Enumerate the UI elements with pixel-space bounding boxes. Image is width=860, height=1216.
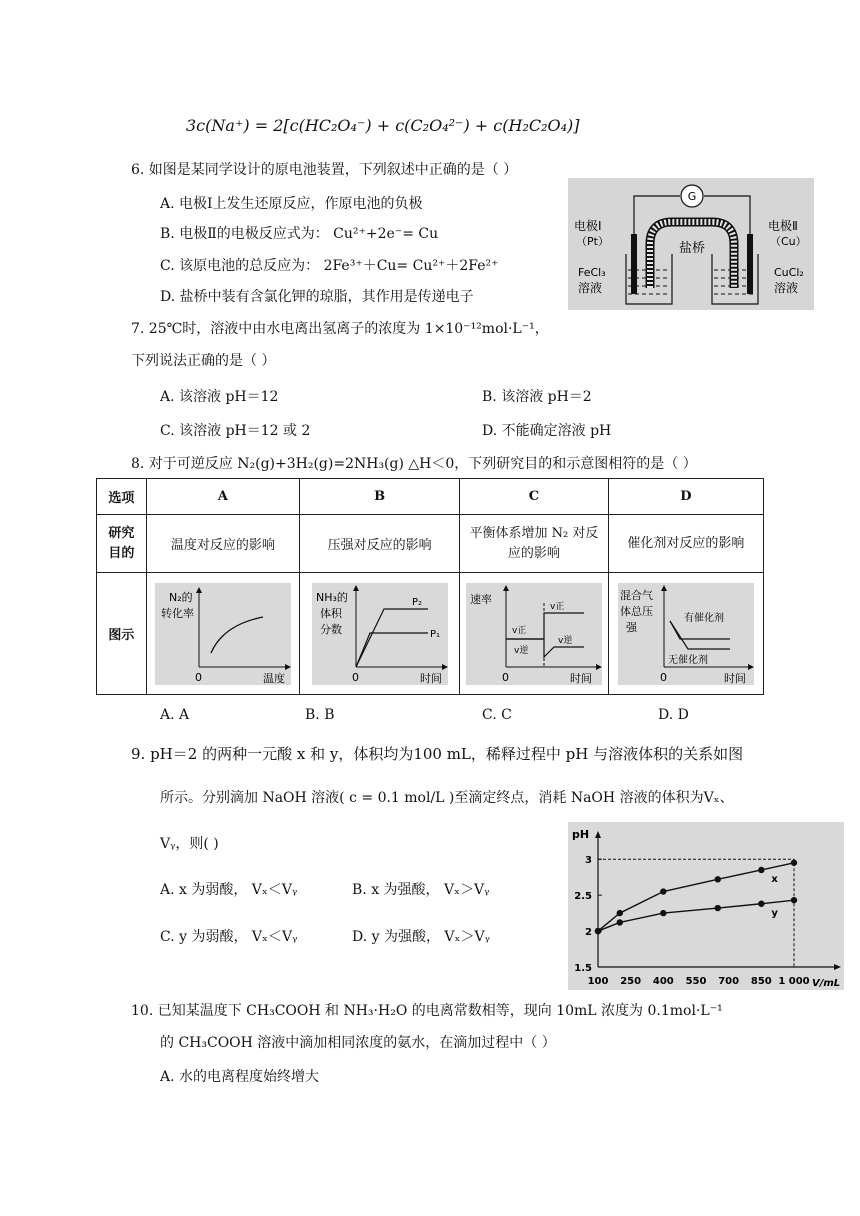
col-head-b: B bbox=[300, 479, 460, 515]
q9-stem-line3: Vᵧ，则( ) bbox=[160, 836, 219, 852]
q8-option-b: B. B bbox=[305, 707, 335, 723]
figure-a bbox=[155, 583, 291, 685]
left-electrode-label: 电极Ⅰ bbox=[574, 219, 602, 233]
figure-c bbox=[466, 583, 602, 685]
x-tick-label: 400 bbox=[652, 976, 674, 987]
svg-text:P₂: P₂ bbox=[411, 596, 422, 608]
row-label-option: 选项 bbox=[97, 479, 147, 515]
purpose-c: 平衡体系增加 N₂ 对反应的影响 bbox=[460, 515, 609, 573]
svg-text:v正: v正 bbox=[511, 625, 527, 636]
q6-option-c: C. 该原电池的总反应为： 2Fe³⁺＋Cu= Cu²⁺＋2Fe²⁺ bbox=[160, 258, 499, 274]
x-tick-label: 550 bbox=[685, 976, 707, 987]
svg-text:时间: 时间 bbox=[723, 671, 746, 685]
y-tick-label: 2 bbox=[585, 927, 592, 939]
q10-stem-line2: 的 CH₃COOH 溶液中滴加相同浓度的氨水，在滴加过程中（ ） bbox=[160, 1035, 556, 1051]
svg-text:体积: 体积 bbox=[319, 606, 342, 620]
row-label-purpose: 研究 目的 bbox=[97, 515, 147, 573]
svg-text:v逆: v逆 bbox=[513, 645, 529, 656]
figure-d-cell bbox=[608, 573, 763, 695]
q6-option-d: D. 盐桥中装有含氯化钾的琼脂，其作用是传递电子 bbox=[160, 289, 474, 305]
data-point-x bbox=[660, 888, 666, 894]
figure-c-cell bbox=[460, 573, 609, 695]
svg-text:有催化剂: 有催化剂 bbox=[683, 612, 724, 624]
q9-option-c: C. y 为弱酸， Vₓ＜Vᵧ bbox=[160, 929, 298, 945]
q10-option-a: A. 水的电离程度始终增大 bbox=[160, 1069, 320, 1085]
q6-option-a: A. 电极Ⅰ上发生还原反应，作原电池的负极 bbox=[160, 196, 423, 212]
svg-text:P₁: P₁ bbox=[429, 628, 440, 640]
svg-text:时间: 时间 bbox=[569, 671, 592, 685]
chart-xlabel: V/mL bbox=[812, 978, 841, 989]
data-point-x bbox=[791, 860, 797, 866]
q7-option-c: C. 该溶液 pH＝12 或 2 bbox=[160, 423, 311, 439]
x-tick-label: 250 bbox=[620, 976, 642, 987]
right-solution-word: 溶液 bbox=[774, 281, 799, 295]
data-point-y bbox=[617, 919, 623, 925]
x-tick-label: 700 bbox=[718, 976, 740, 987]
purpose-b: 压强对反应的影响 bbox=[300, 515, 460, 573]
data-point-y bbox=[715, 905, 721, 911]
salt-bridge-label: 盐桥 bbox=[678, 241, 706, 256]
galvanic-cell-figure bbox=[568, 178, 814, 310]
col-head-c: C bbox=[460, 479, 609, 515]
q8-table bbox=[96, 478, 764, 695]
row-label-figure: 图示 bbox=[97, 573, 147, 695]
top-formula: 3c(Na⁺) = 2[c(HC₂O₄⁻) + c(C₂O₄²⁻) + c(H₂C₂O₄)] bbox=[186, 116, 580, 135]
q9-option-d: D. y 为强酸， Vₓ＞Vᵧ bbox=[352, 929, 490, 945]
figure-a-cell bbox=[146, 573, 299, 695]
data-point-y bbox=[660, 910, 666, 916]
q6-option-b: B. 电极Ⅱ的电极反应式为： Cu²⁺+2e⁻= Cu bbox=[160, 226, 439, 242]
svg-text:分数: 分数 bbox=[319, 622, 342, 636]
q8-option-a: A. A bbox=[160, 707, 190, 723]
col-head-d: D bbox=[608, 479, 763, 515]
q9-option-b: B. x 为强酸， Vₓ＞Vᵧ bbox=[352, 882, 490, 898]
ph-dilution-chart bbox=[568, 822, 844, 990]
q8-option-c: C. C bbox=[482, 707, 512, 723]
q8-stem: 8. 对于可逆反应 N₂(g)+3H₂(g)=2NH₃(g) △H＜0，下列研究目的和示意图相符的是（ ） bbox=[131, 456, 697, 472]
q9-stem-line2: 所示。分别滴加 NaOH 溶液( c = 0.1 mol/L )至滴定终点，消耗 NaOH 溶液的体积为Vₓ、 bbox=[160, 790, 734, 806]
svg-text:0: 0 bbox=[194, 670, 202, 684]
svg-text:v逆: v逆 bbox=[557, 635, 573, 646]
purpose-a: 温度对反应的影响 bbox=[146, 515, 299, 573]
data-point-x bbox=[617, 910, 623, 916]
figure-b bbox=[312, 583, 448, 685]
left-solution-word: 溶液 bbox=[578, 281, 603, 295]
q7-stem-line1: 7. 25℃时，溶液中由水电离出氢离子的浓度为 1×10⁻¹²mol·L⁻¹， bbox=[131, 321, 549, 337]
figure-b-cell bbox=[300, 573, 460, 695]
data-point-x bbox=[715, 876, 721, 882]
data-point-y bbox=[791, 897, 797, 903]
x-tick-label: 1 000 bbox=[778, 976, 810, 987]
q10-stem-line1: 10. 已知某温度下 CH₃COOH 和 NH₃·H₂O 的电离常数相等，现向 10mL 浓度为 0.1mol·L⁻¹ bbox=[131, 1003, 723, 1019]
svg-text:混合气: 混合气 bbox=[619, 588, 653, 602]
right-electrode-material: （Cu） bbox=[770, 235, 807, 248]
galvanometer-label: G bbox=[687, 190, 697, 203]
q7-option-b: B. 该溶液 pH＝2 bbox=[482, 389, 592, 405]
svg-text:体总压: 体总压 bbox=[619, 604, 653, 618]
chart-ylabel: pH bbox=[572, 828, 590, 841]
series-label-y: y bbox=[771, 907, 778, 919]
purpose-d: 催化剂对反应的影响 bbox=[608, 515, 763, 573]
svg-text:强: 强 bbox=[625, 620, 637, 634]
q7-option-d: D. 不能确定溶液 pH bbox=[482, 423, 612, 439]
data-point-y bbox=[595, 928, 601, 934]
svg-text:0: 0 bbox=[501, 670, 509, 684]
q7-option-a: A. 该溶液 pH＝12 bbox=[160, 389, 279, 405]
q7-stem-line2: 下列说法正确的是（ ） bbox=[131, 353, 276, 369]
col-head-a: A bbox=[146, 479, 299, 515]
y-tick-label: 1.5 bbox=[574, 963, 592, 974]
y-tick-label: 3 bbox=[585, 855, 592, 867]
x-tick-label: 850 bbox=[750, 976, 772, 987]
svg-text:温度: 温度 bbox=[262, 671, 285, 685]
left-solution-formula: FeCl₃ bbox=[578, 266, 606, 279]
figure-d bbox=[618, 583, 754, 685]
left-electrode-material: （Pt） bbox=[576, 235, 609, 248]
svg-text:v正: v正 bbox=[549, 601, 565, 612]
data-point-x bbox=[758, 867, 764, 873]
svg-text:N₂的: N₂的 bbox=[168, 590, 193, 604]
right-solution-formula: CuCl₂ bbox=[774, 266, 804, 279]
q6-stem: 6. 如图是某同学设计的原电池装置，下列叙述中正确的是（ ） bbox=[131, 162, 518, 178]
q9-option-a: A. x 为弱酸， Vₓ＜Vᵧ bbox=[160, 882, 298, 898]
svg-text:0: 0 bbox=[659, 670, 667, 684]
svg-text:时间: 时间 bbox=[419, 671, 442, 685]
x-tick-label: 100 bbox=[587, 976, 609, 987]
q9-stem-line1: 9. pH＝2 的两种一元酸 x 和 y，体积均为100 mL，稀释过程中 pH 与溶液体积的关系如图 bbox=[131, 745, 744, 763]
svg-text:NH₃的: NH₃的 bbox=[315, 590, 348, 604]
svg-text:0: 0 bbox=[351, 670, 359, 684]
q8-option-d: D. D bbox=[658, 707, 689, 723]
series-label-x: x bbox=[771, 873, 778, 885]
right-electrode-label: 电极Ⅱ bbox=[768, 219, 798, 233]
svg-text:转化率: 转化率 bbox=[160, 606, 194, 620]
y-tick-label: 2.5 bbox=[574, 891, 592, 903]
svg-text:无催化剂: 无催化剂 bbox=[667, 654, 708, 666]
svg-text:速率: 速率 bbox=[469, 592, 492, 606]
data-point-y bbox=[758, 901, 764, 907]
